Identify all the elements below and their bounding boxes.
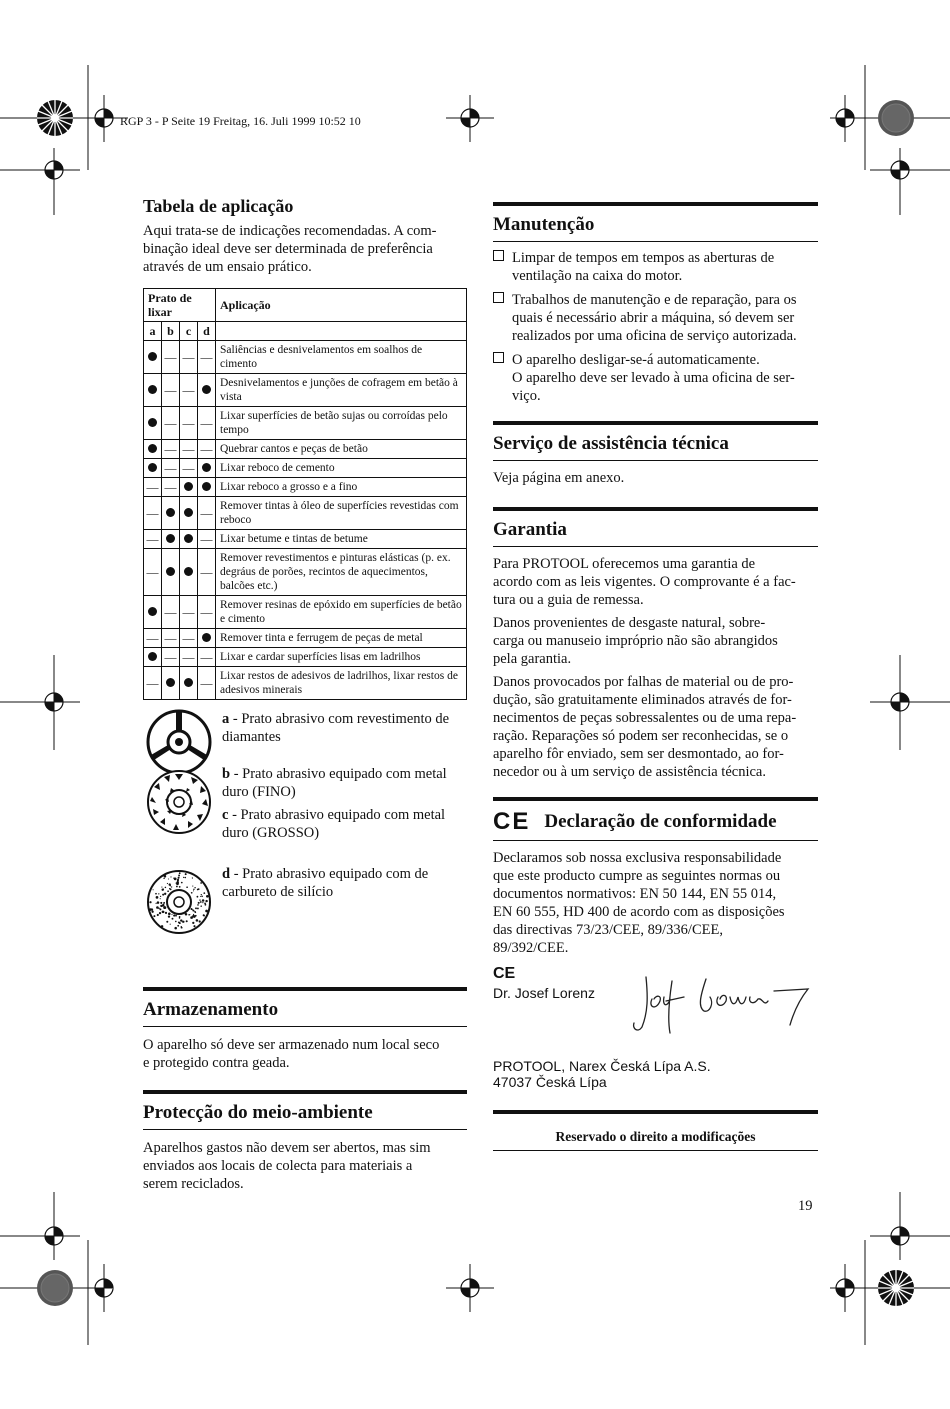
dash-mark: — [198, 549, 216, 596]
table-row [144, 440, 467, 459]
filled-dot-icon [202, 482, 211, 491]
dash-mark: — [198, 497, 216, 530]
application-text: Lixar betume e tintas de betume [216, 530, 467, 549]
dash-mark: — [180, 440, 198, 459]
table-header-application: Aplicação [216, 289, 467, 322]
company-name: PROTOOL, Narex Česká Lípa A.S. [493, 1058, 711, 1074]
filled-dot-icon [184, 534, 193, 543]
filled-dot-icon [148, 418, 157, 427]
storage-section: Armazenamento O aparelho só deve ser armazenado num local seco e protegido contra geada. [143, 987, 467, 1072]
filled-dot-icon [148, 444, 157, 453]
col-c: c [180, 322, 198, 341]
carbide-fine-disc-icon [145, 768, 215, 838]
service-text: Veja página em anexo. [493, 470, 625, 486]
service-title: Serviço de assistência técnica [493, 433, 729, 454]
legend-d: d - Prato abrasivo equipado com de carbureto de silício [222, 866, 429, 900]
application-table [143, 288, 467, 700]
dash-mark: — [198, 648, 216, 667]
application-text: Remover revestimentos e pinturas elásticas (p. ex. degráus de porões, recintos de aquecimentos, balcões etc.) [216, 549, 467, 596]
conformity-text: Declaramos sob nossa exclusiva responsabilidade que este producto cumpre as seguintes normas ou documentos normativos: EN 50 144, EN 55 014, EN 60 555, HD 400 de acordo com as disposições das directivas 73/23/CEE, 89/336/CEE, 89/392/CEE. [493, 850, 785, 956]
dash-mark: — [144, 497, 162, 530]
list-item: O aparelho desligar-se-á automaticamente. O aparelho deve ser levado à uma oficina de ser- viço. [493, 351, 818, 405]
dash-mark: — [198, 440, 216, 459]
dash-mark: — [198, 407, 216, 440]
dash-mark: — [162, 478, 180, 497]
legend-c: c - Prato abrasivo equipado com metal duro (GROSSO) [222, 807, 446, 841]
filled-dot-icon [148, 352, 157, 361]
reserved-notice: Reservado o direito a modificações [493, 1110, 818, 1151]
warranty-paragraph: Danos provenientes de desgaste natural, sobre- carga ou manuseio impróprio não são abrangidos pela garantia. [493, 615, 778, 667]
table-row [144, 341, 467, 374]
table-row [144, 478, 467, 497]
warranty-section [493, 507, 818, 781]
conformity-title: Declaração de conformidade [544, 811, 777, 832]
table-row [144, 667, 467, 700]
application-text: Saliências e desnivelamentos em soalhos de cimento [216, 341, 467, 374]
dash-mark: — [198, 530, 216, 549]
dash-mark: — [198, 667, 216, 700]
application-text: Lixar superfícies de betão sujas ou corroídas pelo tempo [216, 407, 467, 440]
checkbox-icon [493, 292, 504, 303]
print-header: RGP 3 - P Seite 19 Freitag, 16. Juli 1999 10:52 10 [120, 114, 361, 128]
dash-mark: — [162, 629, 180, 648]
company-address: 47037 Česká Lípa [493, 1074, 607, 1090]
handwritten-signature [628, 967, 818, 1037]
small-ce-mark: CE [493, 965, 516, 982]
list-item: Limpar de tempos em tempos as aberturas de ventilação na caixa do motor. [493, 249, 818, 285]
application-text: Remover resinas de epóxido em superfícies de betão e cimento [216, 596, 467, 629]
dash-mark: — [162, 407, 180, 440]
dash-mark: — [162, 596, 180, 629]
filled-dot-icon [166, 508, 175, 517]
application-text: Desnivelamentos e junções de cofragem em betão à vista [216, 374, 467, 407]
filled-dot-icon [148, 463, 157, 472]
dash-mark: — [144, 667, 162, 700]
environment-title: Protecção do meio-ambiente [143, 1102, 373, 1123]
warranty-title: Garantia [493, 519, 567, 540]
filled-dot-icon [166, 567, 175, 576]
warranty-paragraph: Para PROTOOL oferecemos uma garantia de acordo com as leis vigentes. O comprovante é a fac- tura ou a guia de remessa. [493, 556, 796, 608]
dash-mark: — [162, 648, 180, 667]
dash-mark: — [198, 596, 216, 629]
filled-dot-icon [202, 463, 211, 472]
dash-mark: — [144, 629, 162, 648]
left-column [143, 196, 467, 938]
maintenance-title: Manutenção [493, 214, 595, 235]
maintenance-section [493, 202, 818, 411]
application-intro: Aqui trata-se de indicações recomendadas. A com- binação ideal deve ser determinada de preferência através de um ensaio prático. [143, 223, 437, 275]
section-rule [143, 987, 467, 991]
silicon-carbide-disc-icon [145, 868, 215, 938]
ce-mark-icon: CE [493, 808, 531, 835]
legend-a: a - Prato abrasivo com revestimento de diamantes [222, 711, 450, 745]
filled-dot-icon [148, 607, 157, 616]
dash-mark: — [162, 374, 180, 407]
signatory-name: Dr. Josef Lorenz [493, 985, 595, 1001]
dash-mark: — [180, 629, 198, 648]
table-row [144, 596, 467, 629]
filled-dot-icon [184, 508, 193, 517]
col-a: a [144, 322, 162, 341]
dash-mark: — [180, 596, 198, 629]
environment-section: Protecção do meio-ambiente Aparelhos gastos não devem ser abertos, mas sim enviados aos locais de colecta para materiais a serem reciclados. [143, 1090, 467, 1193]
maintenance-list [493, 249, 818, 405]
dash-mark: — [144, 549, 162, 596]
dash-mark: — [144, 530, 162, 549]
table-row [144, 407, 467, 440]
col-d: d [198, 322, 216, 341]
warranty-paragraph: Danos provocados por falhas de material ou de pro- dução, são gratuitamente eliminados através de for- necimentos de peças sobressalentes ou de uma repa- ração. Reparações só podem ser reconhecidas, se o aparelho fôr enviado, sem ser desmontado, ao for- necedor ou à um serviço de assistência técnica. [493, 674, 797, 780]
filled-dot-icon [184, 482, 193, 491]
col-b: b [162, 322, 180, 341]
table-row [144, 530, 467, 549]
filled-dot-icon [166, 678, 175, 687]
table-row [144, 549, 467, 596]
application-text: Lixar restos de adesivos de ladrilhos, lixar restos de adesivos minerais [216, 667, 467, 700]
table-row [144, 497, 467, 530]
dash-mark: — [180, 341, 198, 374]
service-section [493, 421, 818, 487]
application-text: Quebrar cantos e peças de betão [216, 440, 467, 459]
storage-title: Armazenamento [143, 999, 279, 1020]
list-item: Trabalhos de manutenção e de reparação, para os quais é necessário abrir a máquina, só devem ser realizados por uma oficina de serviço autorizada. [493, 291, 818, 345]
dash-mark: — [180, 648, 198, 667]
application-text: Lixar reboco de cemento [216, 459, 467, 478]
page-number: 19 [798, 1198, 813, 1214]
checkbox-icon [493, 250, 504, 261]
checkbox-icon [493, 352, 504, 363]
application-table-title: Tabela de aplicação [143, 196, 294, 216]
application-text: Remover tinta e ferrugem de peças de metal [216, 629, 467, 648]
dash-mark: — [180, 407, 198, 440]
dash-mark: — [144, 478, 162, 497]
table-row [144, 648, 467, 667]
dash-mark: — [180, 459, 198, 478]
filled-dot-icon [166, 534, 175, 543]
table-row [144, 629, 467, 648]
application-text: Lixar reboco a grosso e a fino [216, 478, 467, 497]
filled-dot-icon [184, 567, 193, 576]
disc-legend [143, 708, 467, 938]
filled-dot-icon [202, 385, 211, 394]
dash-mark: — [162, 341, 180, 374]
dash-mark: — [162, 459, 180, 478]
filled-dot-icon [202, 633, 211, 642]
filled-dot-icon [148, 652, 157, 661]
conformity-section [493, 797, 818, 1090]
dash-mark: — [198, 341, 216, 374]
table-row [144, 374, 467, 407]
table-header-disc: Prato de lixar [144, 289, 216, 322]
legend-b: b - Prato abrasivo equipado com metal duro (FINO) [222, 766, 447, 800]
dash-mark: — [180, 374, 198, 407]
table-row [144, 459, 467, 478]
filled-dot-icon [184, 678, 193, 687]
dash-mark: — [162, 440, 180, 459]
application-rows [144, 341, 467, 700]
application-text: Remover tintas à óleo de superfícies revestidas com reboco [216, 497, 467, 530]
application-text: Lixar e cardar superfícies lisas em ladrilhos [216, 648, 467, 667]
filled-dot-icon [148, 385, 157, 394]
